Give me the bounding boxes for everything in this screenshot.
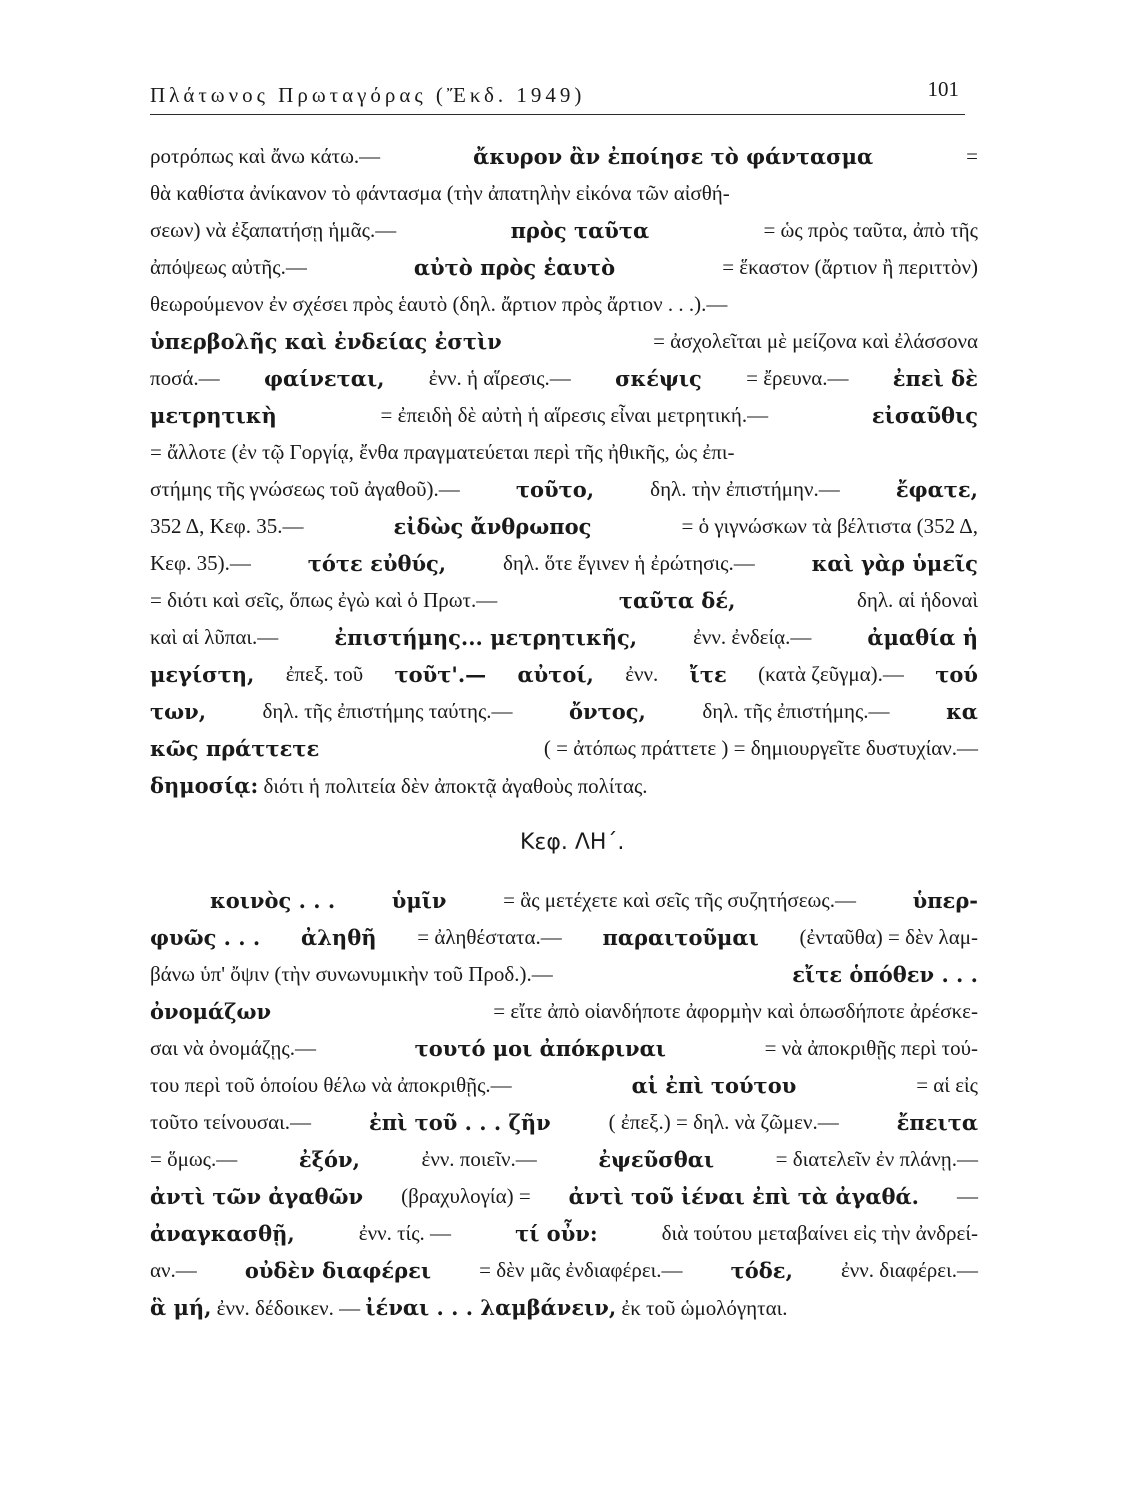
gloss: = ἄλλοτε (ἐν τῷ Γοργίᾳ, ἔνθα πραγματεύεται περὶ τῆς ἠθικῆς, ὡς ἐπι- <box>150 440 735 464</box>
lemma: ταῦτα δέ, <box>618 588 736 613</box>
gloss: ἐπεξ. τοῦ <box>285 662 364 686</box>
text-line <box>150 471 978 508</box>
lemma: ἄκυρον ἂν ἐποίησε τὸ φάντασμα <box>473 144 874 169</box>
lemma: σκέψις <box>615 366 702 391</box>
gloss: = ἔρευνα.— <box>746 366 849 390</box>
gloss: Κεφ. 35).— <box>150 551 251 575</box>
lemma: τοῦτο, <box>515 477 595 502</box>
gloss: δηλ. τῆς ἐπιστήμης ταύτης.— <box>262 699 513 723</box>
lemma: μετρητικὴ <box>150 403 277 428</box>
text-line <box>150 1030 978 1067</box>
gloss: = διατελεῖν ἐν πλάνῃ.— <box>775 1147 978 1171</box>
running-head <box>150 74 965 115</box>
text-line <box>150 1178 978 1215</box>
text-line <box>150 360 978 397</box>
lemma: ἐψεῦσθαι <box>598 1147 715 1172</box>
lemma: ὀνομάζων <box>150 999 272 1024</box>
gloss: δηλ. αἱ ἡδοναὶ <box>856 588 978 612</box>
gloss: βάνω ὑπ' ὄψιν (τὴν συνωνυμικὴν τοῦ Προδ.).— <box>150 962 553 986</box>
lemma: ἀληθῆ <box>301 925 377 950</box>
gloss: θεωρούμενον ἐν σχέσει πρὸς ἑαυτὸ (δηλ. ἄρτιον πρὸς ἄρτιον . . .).— <box>150 292 728 316</box>
lemma: ἔπειτα <box>896 1110 978 1135</box>
gloss: = ὡς πρὸς ταῦτα, ἀπὸ τῆς <box>763 218 978 242</box>
gloss: — <box>956 1184 978 1208</box>
lemma: ἐπιστήμης... μετρητικῆς, <box>334 625 638 650</box>
text-line <box>150 1289 978 1326</box>
lemma: φυῶς . . . <box>150 925 261 950</box>
text-line <box>150 286 978 323</box>
gloss: ἐνν. τίς. — <box>358 1221 452 1245</box>
gloss: δηλ. τὴν ἐπιστήμην.— <box>650 477 840 501</box>
gloss: σαι νὰ ὀνομάζῃς.— <box>150 1036 316 1060</box>
lemma: ἐπεὶ δὲ <box>892 366 978 391</box>
text-line <box>150 582 978 619</box>
commentary-block-2 <box>150 882 978 1326</box>
lemma: φαίνεται, <box>264 366 385 391</box>
gloss: = δὲν μᾶς ἐνδιαφέρει.— <box>479 1258 683 1282</box>
text-line <box>150 397 978 434</box>
text-line <box>150 993 978 1030</box>
lemma: πρὸς ταῦτα <box>510 218 650 243</box>
gloss: διότι ἡ πολιτεία δὲν ἀποκτᾷ ἀγαθοὺς πολίτας. <box>263 774 648 798</box>
text-line <box>150 323 978 360</box>
text-line <box>150 730 978 767</box>
lemma: δημοσίᾳ: <box>150 773 259 798</box>
text-line <box>150 1141 978 1178</box>
gloss: ἐνν. <box>625 662 659 686</box>
lemma: ἀμαθία ἡ <box>867 625 978 650</box>
lemma: των, <box>150 699 207 724</box>
text-line <box>150 1252 978 1289</box>
gloss: στήμης τῆς γνώσεως τοῦ ἀγαθοῦ).— <box>150 477 460 501</box>
lemma: αὐτοί, <box>517 662 594 687</box>
gloss: ποσά.— <box>150 366 220 390</box>
text-line <box>150 882 978 919</box>
text-line <box>150 956 978 993</box>
gloss: ( = ἀτόπως πράττετε ) = δημιουργεῖτε δυστυχίαν.— <box>543 736 978 760</box>
lemma: μεγίστη, <box>150 662 255 687</box>
lemma: ὑπερ- <box>912 888 978 913</box>
text-line <box>150 175 978 212</box>
text-line <box>150 767 978 804</box>
text-line <box>150 693 978 730</box>
lemma: ἔφατε, <box>895 477 978 502</box>
text-line <box>150 1067 978 1104</box>
chapter-heading: Κεφ. ΛΗ΄. <box>520 830 625 855</box>
commentary-text <box>150 138 978 1326</box>
gloss: = νὰ ἀποκριθῇς περὶ τού- <box>764 1036 978 1060</box>
text-line <box>150 138 978 175</box>
lemma: κῶς πράττετε <box>150 736 320 761</box>
lemma: εἰδὼς ἄνθρωπος <box>393 514 592 539</box>
lemma: εἴτε ὁπόθεν . . . <box>792 962 978 987</box>
gloss: = αἱ εἰς <box>916 1073 978 1097</box>
text-line <box>150 1215 978 1252</box>
gloss: = ὅμως.— <box>150 1147 238 1171</box>
lemma: τότε εὐθύς, <box>307 551 447 576</box>
gloss: δηλ. τῆς ἐπιστήμης.— <box>702 699 890 723</box>
gloss: του περὶ τοῦ ὁποίου θέλω νὰ ἀποκριθῇς.— <box>150 1073 512 1097</box>
gloss: διὰ τούτου μεταβαίνει εἰς τὴν ἀνδρεί- <box>661 1221 978 1245</box>
lemma: οὐδὲν διαφέρει <box>244 1258 432 1283</box>
text-line <box>150 434 978 471</box>
gloss: (ἐνταῦθα) = δὲν λαμ- <box>799 925 978 949</box>
lemma: τί οὖν: <box>515 1221 598 1246</box>
gloss: καὶ αἱ λῦπαι.— <box>150 625 279 649</box>
lemma: ὑπερβολῆς καὶ ἐνδείας ἐστὶν <box>150 329 502 354</box>
lemma: κα <box>946 699 978 724</box>
lemma: ὄντος, <box>569 699 646 724</box>
gloss: ἐκ τοῦ ὡμολόγηται. <box>621 1296 788 1320</box>
lemma: ὑμῖν <box>391 888 447 913</box>
gloss: = ἀσχολεῖται μὲ μείζονα καὶ ἐλάσσονα <box>653 329 978 353</box>
gloss: ἐνν. δέδοικεν. — <box>216 1296 361 1320</box>
gloss: = <box>966 144 978 168</box>
gloss: ἐνν. ποιεῖν.— <box>421 1147 537 1171</box>
gloss: τοῦτο τείνουσαι.— <box>150 1110 312 1134</box>
lemma: καὶ γὰρ ὑμεῖς <box>811 551 978 576</box>
gloss: θὰ καθίστα ἀνίκανον τὸ φάντασμα (τὴν ἀπατηλὴν εἰκόνα τῶν αἰσθή- <box>150 181 730 205</box>
lemma: τόδε, <box>730 1258 793 1283</box>
lemma: τοῦτ'.— <box>394 662 487 687</box>
gloss: = διότι καὶ σεῖς, ὅπως ἐγὼ καὶ ὁ Πρωτ.— <box>150 588 498 612</box>
gloss: = ἀληθέστατα.— <box>417 925 562 949</box>
gloss: (κατὰ ζεῦγμα).— <box>758 662 904 686</box>
text-line <box>150 619 978 656</box>
lemma: αἱ ἐπὶ τούτου <box>631 1073 797 1098</box>
text-line <box>150 919 978 956</box>
running-head-title: Πλάτωνος Πρωταγόρας (Ἔκδ. 1949) <box>150 83 586 107</box>
lemma: τού <box>935 662 978 687</box>
gloss: = ὁ γιγνώσκων τὰ βέλτιστα (352 Δ, <box>681 514 978 538</box>
text-line <box>150 212 978 249</box>
text-line <box>150 249 978 286</box>
text-line <box>150 656 978 693</box>
lemma: τουτό μοι ἀπόκριναι <box>414 1036 666 1061</box>
gloss: ροτρόπως καὶ ἄνω κάτω.— <box>150 144 381 168</box>
gloss: σεων) νὰ ἐξαπατήσῃ ἡμᾶς.— <box>150 218 397 242</box>
gloss: = εἴτε ἀπὸ οἱανδήποτε ἀφορμὴν καὶ ὁπωσδήποτε ἀρέσκε- <box>493 999 978 1023</box>
lemma: ἐπὶ τοῦ . . . ζῆν <box>368 1110 551 1135</box>
lemma: ἃ μή, <box>150 1295 212 1320</box>
lemma: κοινὸς . . . <box>210 888 336 913</box>
lemma: ἴτε <box>689 662 727 687</box>
gloss: = ἃς μετέχετε καὶ σεῖς τῆς συζητήσεως.— <box>503 888 856 912</box>
lemma: αὐτὸ πρὸς ἑαυτὸ <box>413 255 616 280</box>
lemma: παραιτοῦμαι <box>602 925 759 950</box>
lemma: ἰέναι . . . λαμβάνειν, <box>365 1295 617 1320</box>
gloss: ( ἐπεξ.) = δηλ. νὰ ζῶμεν.— <box>608 1110 839 1134</box>
gloss: ἐνν. ἡ αἵρεσις.— <box>428 366 571 390</box>
gloss: ἀπόψεως αὐτῆς.— <box>150 255 307 279</box>
lemma: ἐξόν, <box>298 1147 360 1172</box>
lemma: ἀντὶ τοῦ ἰέναι ἐπὶ τὰ ἀγαθά. <box>568 1184 919 1209</box>
gloss: 352 Δ, Κεφ. 35.— <box>150 514 304 538</box>
text-line <box>150 508 978 545</box>
commentary-block-1 <box>150 138 978 804</box>
lemma: ἀναγκασθῇ, <box>150 1221 295 1246</box>
gloss: δηλ. ὅτε ἔγινεν ἡ ἐρώτησις.— <box>503 551 755 575</box>
gloss: (βραχυλογία) = <box>401 1184 531 1208</box>
gloss: ἐνν. διαφέρει.— <box>840 1258 978 1282</box>
page-number: 101 <box>927 77 959 101</box>
gloss: = ἕκαστον (ἄρτιον ἢ περιττὸν) <box>722 255 978 279</box>
text-line <box>150 1104 978 1141</box>
gloss: αν.— <box>150 1258 197 1282</box>
lemma: εἰσαῦθις <box>871 403 978 428</box>
lemma: ἀντὶ τῶν ἀγαθῶν <box>150 1184 364 1209</box>
text-line <box>150 545 978 582</box>
gloss: = ἐπειδὴ δὲ αὐτὴ ἡ αἵρεσις εἶναι μετρητική.— <box>380 403 769 427</box>
gloss: ἐνν. ἐνδείᾳ.— <box>693 625 812 649</box>
